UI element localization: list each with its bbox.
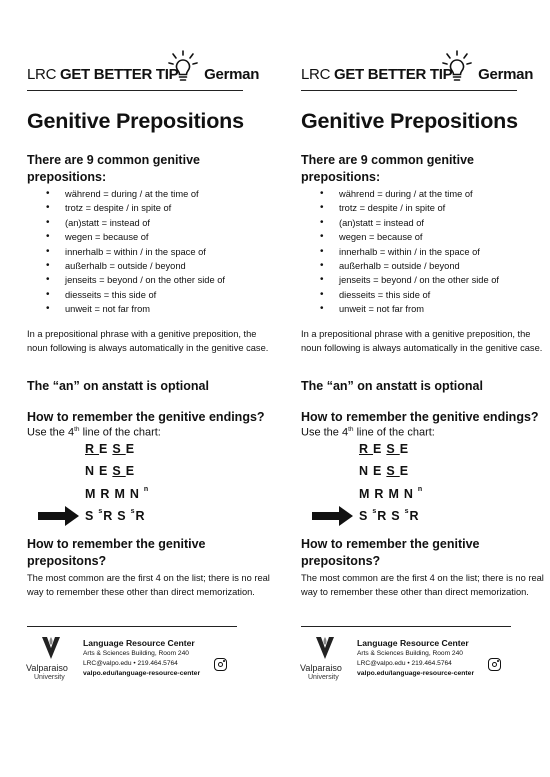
chart-row-3 — [359, 486, 423, 501]
list-item: • jenseits = beyond / on the other side of — [301, 273, 549, 287]
list-item: • jenseits = beyond / on the other side of — [27, 273, 275, 287]
address: Arts & Sciences Building, Room 240 — [83, 650, 189, 657]
list-item: • innerhalb = within / in the space of — [27, 245, 275, 259]
list-item: • diesseits = this side of — [27, 288, 275, 302]
chart-intro — [301, 426, 435, 439]
org-name: Language Resource Center — [83, 638, 195, 648]
chart-letter: E — [125, 464, 140, 478]
banner-prefix: LRC — [301, 66, 331, 83]
preposition-list — [301, 187, 549, 317]
valparaiso-logo-icon — [40, 635, 62, 661]
chart-row-4 — [85, 508, 150, 523]
website-link[interactable]: valpo.edu/language-resource-center — [83, 670, 201, 677]
arrow-right-icon — [38, 506, 79, 526]
university-logo — [300, 635, 347, 691]
intro-heading: There are 9 common genitive prepositions: — [301, 153, 474, 184]
university-sub: University — [308, 674, 339, 681]
page-title: Genitive Prepositions — [301, 109, 518, 133]
phone: 219.464.5764 — [137, 660, 178, 667]
email-link[interactable]: LRC@valpo.edu — [357, 660, 406, 667]
chart-letter: N — [403, 487, 418, 501]
lightbulb-icon — [442, 50, 472, 84]
chart-superscript: s — [372, 508, 377, 515]
list-item: • innerhalb = within / in the space of — [301, 245, 549, 259]
email-link[interactable]: LRC@valpo.edu — [83, 660, 132, 667]
website-link[interactable]: valpo.edu/language-resource-center — [357, 670, 475, 677]
valparaiso-logo-icon — [314, 635, 336, 661]
chart-superscript: n — [417, 486, 423, 493]
banner-tip: GET BETTER TIP — [59, 66, 179, 83]
chart-superscript: s — [98, 508, 103, 515]
chart-letter: R — [359, 442, 374, 456]
phone: 219.464.5764 — [411, 660, 452, 667]
chart-letter: M — [114, 487, 130, 501]
chart-row-2 — [85, 464, 139, 478]
chart-intro-before: Use the 4 — [27, 426, 75, 439]
chart-intro-after: line of the chart: — [353, 426, 435, 439]
list-item: • (an)statt = instead of — [301, 216, 549, 230]
intro-heading: There are 9 common genitive prepositions: — [27, 153, 200, 184]
lightbulb-icon — [168, 50, 198, 84]
university-name: Valparaiso — [300, 663, 342, 673]
chart-superscript: s — [130, 508, 135, 515]
list-item: • während = during / at the time of — [27, 187, 275, 201]
chart-letter: S — [391, 509, 405, 523]
list-item: • außerhalb = outside / beyond — [27, 259, 275, 273]
prepositions-note: The most common are the first 4 on the list; there is no real way to remember these other than direct memorization. — [301, 573, 544, 598]
chart-row-4 — [359, 508, 424, 523]
separator: • — [133, 660, 136, 667]
chart-letter: N — [129, 487, 144, 501]
chart-letter: S — [117, 509, 131, 523]
chart-letter: M — [85, 487, 101, 501]
anstatt-note: The “an” on anstatt is optional — [27, 379, 209, 393]
endings-heading: How to remember the genitive endings? — [27, 410, 265, 424]
chart-letter: R — [100, 487, 115, 501]
chart-letter: R — [85, 442, 100, 456]
list-item: • wegen = because of — [301, 230, 549, 244]
chart-letter: E — [373, 442, 387, 456]
banner-rule — [301, 90, 517, 91]
list-item: • (an)statt = instead of — [27, 216, 275, 230]
chart-letter: R — [377, 509, 392, 523]
chart-letter: M — [388, 487, 404, 501]
banner-tip: GET BETTER TIP — [333, 66, 453, 83]
banner-language: German — [204, 66, 260, 83]
chart-superscript: s — [404, 508, 409, 515]
chart-letter: E — [99, 442, 113, 456]
genitive-note: In a prepositional phrase with a genitive preposition, the noun following is always automatically in the genitive case. — [301, 329, 543, 354]
chart-letter: N — [359, 464, 374, 478]
genitive-note: In a prepositional phrase with a genitive preposition, the noun following is always automatically in the genitive case. — [27, 329, 269, 354]
list-item: • trotz = despite / in spite of — [301, 201, 549, 215]
chart-letter: S — [386, 464, 400, 478]
chart-row-2 — [359, 464, 413, 478]
chart-letter: M — [359, 487, 375, 501]
page-title: Genitive Prepositions — [27, 109, 244, 133]
list-item: • trotz = despite / in spite of — [27, 201, 275, 215]
list-item: • wegen = because of — [27, 230, 275, 244]
separator: • — [407, 660, 410, 667]
anstatt-note: The “an” on anstatt is optional — [301, 379, 483, 393]
chart-superscript: n — [143, 486, 149, 493]
list-item: • außerhalb = outside / beyond — [301, 259, 549, 273]
list-item: • unweit = not far from — [27, 302, 275, 316]
footer-rule — [301, 626, 511, 627]
banner-prefix: LRC — [27, 66, 57, 83]
chart-intro-after: line of the chart: — [79, 426, 161, 439]
chart-letter: E — [399, 464, 414, 478]
chart-row-1 — [85, 442, 139, 456]
chart-letter: S — [386, 442, 400, 456]
banner — [27, 44, 260, 92]
banner-text — [27, 66, 259, 83]
chart-letter: E — [125, 442, 140, 456]
preposition-list — [27, 187, 275, 317]
chart-row-3 — [85, 486, 149, 501]
chart-letter: E — [373, 464, 387, 478]
chart-letter: E — [399, 442, 414, 456]
list-item: • während = during / at the time of — [301, 187, 549, 201]
university-name: Valparaiso — [26, 663, 68, 673]
org-name: Language Resource Center — [357, 638, 469, 648]
chart-letter: R — [135, 509, 150, 523]
chart-letter: R — [103, 509, 118, 523]
address: Arts & Sciences Building, Room 240 — [357, 650, 463, 657]
university-logo — [26, 635, 73, 691]
chart-letter: S — [112, 442, 126, 456]
list-item: • diesseits = this side of — [301, 288, 549, 302]
banner-language: German — [478, 66, 534, 83]
prepositions-note: The most common are the first 4 on the list; there is no real way to remember these other than direct memorization. — [27, 573, 270, 598]
instagram-icon[interactable] — [214, 658, 227, 671]
arrow-right-icon — [312, 506, 353, 526]
tip-card-left — [27, 44, 275, 694]
chart-letter: R — [374, 487, 389, 501]
chart-letter: S — [359, 509, 373, 523]
chart-intro-before: Use the 4 — [301, 426, 349, 439]
list-item: • unweit = not far from — [301, 302, 549, 316]
banner-text — [301, 66, 533, 83]
chart-letter: S — [85, 509, 99, 523]
prepositions-heading: How to remember the genitive prepositons? — [27, 537, 206, 568]
instagram-icon[interactable] — [488, 658, 501, 671]
banner — [301, 44, 534, 92]
chart-intro — [27, 426, 161, 439]
chart-letter: S — [112, 464, 126, 478]
university-sub: University — [34, 674, 65, 681]
tip-card-right — [301, 44, 549, 694]
chart-row-1 — [359, 442, 413, 456]
chart-letter: R — [409, 509, 424, 523]
footer-rule — [27, 626, 237, 627]
chart-letter: E — [99, 464, 113, 478]
prepositions-heading: How to remember the genitive prepositons? — [301, 537, 480, 568]
chart-intro-sup: th — [348, 426, 354, 433]
chart-intro-sup: th — [74, 426, 80, 433]
chart-letter: N — [85, 464, 100, 478]
banner-rule — [27, 90, 243, 91]
endings-heading: How to remember the genitive endings? — [301, 410, 539, 424]
